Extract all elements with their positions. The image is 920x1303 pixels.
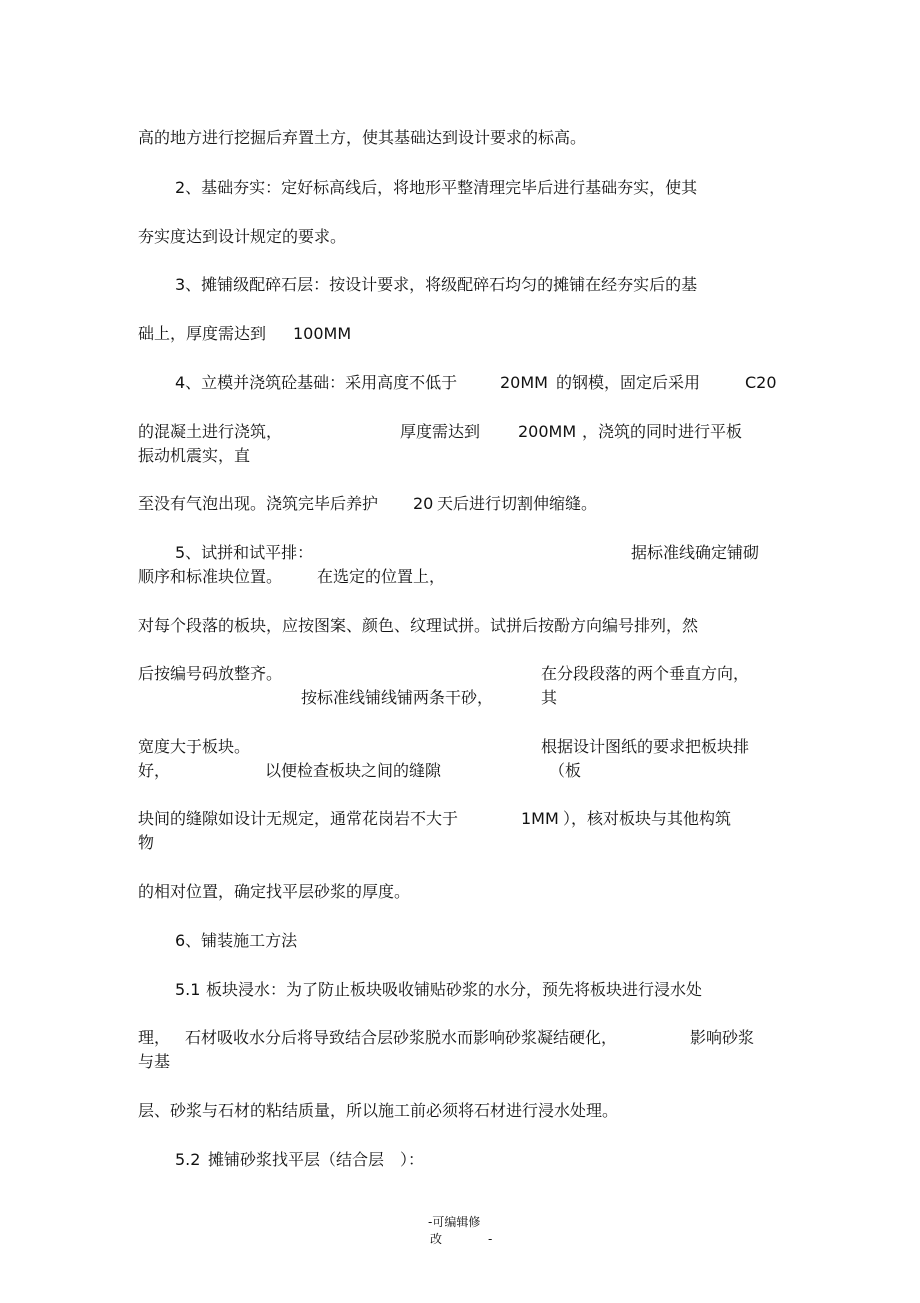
text-line: 层、砂浆与石材的粘结质量，所以施工前必须将石材进行浸水处理。	[138, 1101, 619, 1120]
text-line: 好，	[138, 761, 171, 780]
text-line: 1MM	[521, 809, 559, 828]
page-footer-line-2-left: 改	[430, 1232, 443, 1246]
text-line: 摊铺砂浆找平层（结合层	[208, 1150, 385, 1169]
text-line: C20	[745, 373, 777, 392]
text-line: 6、铺装施工方法	[175, 931, 298, 950]
page-footer-line-2-right: -	[488, 1232, 493, 1246]
text-line: 据标准线确定铺砌	[631, 543, 760, 562]
text-line: 根据设计图纸的要求把板块排	[541, 737, 750, 756]
text-line: 的混凝土进行浇筑，	[138, 422, 283, 441]
text-line: 至没有气泡出现。浇筑完毕后养护	[138, 494, 379, 513]
text-line: 影响砂浆	[690, 1028, 755, 1047]
text-line: 按标准线铺线铺两条干砂，	[301, 688, 494, 707]
text-line: 振动机震实，直	[138, 446, 251, 465]
text-line: 夯实度达到设计规定的要求。	[138, 227, 347, 246]
text-line: 对每个段落的板块，应按图案、颜色、纹理试拼。试拼后按酚方向编号排列，然	[138, 616, 699, 635]
text-line: 厚度需达到	[400, 422, 481, 441]
text-line: 板块浸水：为了防止板块吸收铺贴砂浆的水分，预先将板块进行浸水处	[206, 980, 703, 999]
text-line: 5.2	[175, 1150, 201, 1169]
text-line: 高的地方进行挖掘后弃置土方，使其基础达到设计要求的标高。	[138, 128, 587, 147]
text-line: 在选定的位置上，	[317, 567, 446, 586]
text-line: 块间的缝隙如设计无规定，通常花岗岩不大于	[138, 809, 459, 828]
text-line: 的钢模，固定后采用	[556, 373, 701, 392]
text-line: ），核对板块与其他构筑	[563, 809, 732, 828]
text-line: 理，	[138, 1028, 171, 1047]
text-line: 后按编号码放整齐。	[138, 664, 283, 683]
text-line: 宽度大于板块。	[138, 737, 251, 756]
text-line: 20	[413, 494, 434, 513]
text-line: 的相对位置，确定找平层砂浆的厚度。	[138, 882, 411, 901]
text-line: 200MM	[518, 422, 577, 441]
text-line: 其	[541, 688, 558, 707]
text-line: 石材吸收水分后将导致结合层砂浆脱水而影响砂浆凝结硬化，	[185, 1028, 618, 1047]
text-line: 2、基础夯实：定好标高线后，将地形平整清理完毕后进行基础夯实，使其	[175, 178, 698, 197]
text-line: 5.1	[175, 980, 201, 999]
text-line: ，浇筑的同时进行平板	[582, 422, 743, 441]
text-line: 顺序和标准块位置。	[138, 567, 283, 586]
text-line: 天后进行切割伸缩缝。	[437, 494, 598, 513]
text-line: 100MM	[293, 324, 352, 343]
page-footer-line-1: -可编辑修	[428, 1215, 481, 1229]
text-line: 3、摊铺级配碎石层：按设计要求，将级配碎石均匀的摊铺在经夯实后的基	[175, 275, 698, 294]
text-line: ）：	[400, 1150, 425, 1169]
text-line: 础上，厚度需达到	[138, 324, 267, 343]
text-line: 物	[138, 833, 155, 852]
text-line: 与基	[138, 1052, 171, 1071]
text-line: 以便检查板块之间的缝隙	[265, 761, 442, 780]
text-line: （板	[549, 761, 582, 780]
text-line: 20MM	[500, 373, 548, 392]
text-line: 在分段段落的两个垂直方向，	[541, 664, 750, 683]
text-line: 4、立模并浇筑砼基础：采用高度不低于	[175, 373, 458, 392]
text-line: 5、试拼和试平排：	[175, 543, 314, 562]
